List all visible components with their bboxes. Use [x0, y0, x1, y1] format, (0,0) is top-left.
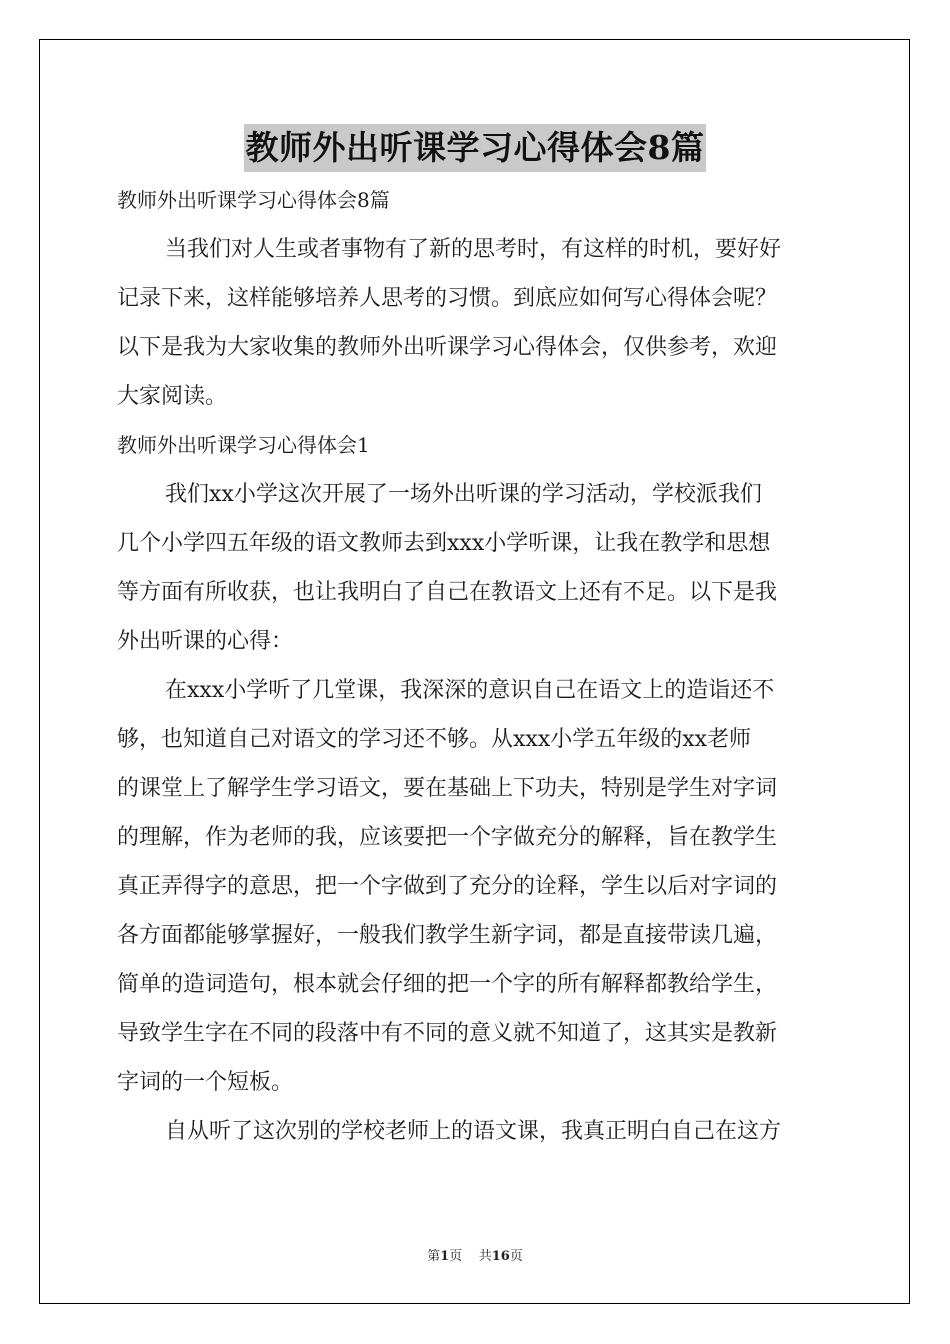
- paragraph-line: 等方面有所收获，也让我明白了自己在教语文上还有不足。以下是我: [117, 580, 778, 605]
- paragraph-line: 以下是我为大家收集的教师外出听课学习心得体会，仅供参考，欢迎: [117, 335, 778, 360]
- body-paragraph-3: [117, 1107, 833, 1156]
- paragraph-line: 字词的一个短板。: [117, 1070, 294, 1095]
- paragraph-line: 几个小学四五年级的语文教师去到xxx小学听课，让我在教学和思想: [117, 531, 771, 556]
- paragraph-line: 够，也知道自己对语文的学习还不够。从xxx小学五年级的xx老师: [117, 727, 752, 752]
- paragraph-line: 的理解，作为老师的我，应该要把一个字做充分的解释，旨在教学生: [117, 825, 778, 850]
- page-total: 16: [491, 1249, 510, 1264]
- page-number: 1: [440, 1249, 450, 1264]
- page-prefix: 第: [427, 1249, 441, 1264]
- paragraph-line: 的课堂上了解学生学习语文，要在基础上下功夫，特别是学生对字词: [117, 776, 778, 801]
- total-suffix: 页: [509, 1249, 523, 1264]
- paragraph-line: 记录下来，这样能够培养人思考的习惯。到底应如何写心得体会呢？: [117, 286, 778, 311]
- section-heading: 教师外出听课学习心得体会1: [117, 433, 370, 457]
- paragraph-line: 各方面都能够掌握好，一般我们教学生新字词，都是直接带读几遍，: [117, 923, 778, 948]
- document-title: 教师外出听课学习心得体会8篇: [244, 124, 707, 172]
- paragraph-line: 导致学生字在不同的段落中有不同的意义就不知道了，这其实是教新: [117, 1021, 778, 1046]
- paragraph-line: 我们xx小学这次开展了一场外出听课的学习活动，学校派我们: [165, 482, 762, 507]
- paragraph-line: 当我们对人生或者事物有了新的思考时，有这样的时机，要好好: [165, 237, 782, 262]
- page-suffix: 页: [449, 1249, 463, 1264]
- total-prefix: 共: [478, 1249, 492, 1264]
- intro-paragraph: [117, 225, 833, 421]
- document-subtitle: 教师外出听课学习心得体会8篇: [117, 188, 390, 212]
- paragraph-line: 在xxx小学听了几堂课，我深深的意识自己在语文上的造诣还不: [165, 678, 775, 703]
- paragraph-line: 外出听课的心得：: [117, 629, 294, 654]
- paragraph-line: 真正弄得字的意思，把一个字做到了充分的诠释，学生以后对字词的: [117, 874, 778, 899]
- page-footer: [0, 1245, 950, 1264]
- body-paragraph-1: [117, 470, 833, 666]
- paragraph-line: 简单的造词造句，根本就会仔细的把一个字的所有解释都教给学生，: [117, 972, 778, 997]
- document-body: [117, 176, 833, 1156]
- paragraph-line: 自从听了这次别的学校老师上的语文课，我真正明白自己在这方: [165, 1119, 782, 1144]
- paragraph-line: 大家阅读。: [117, 384, 228, 409]
- title-container: [0, 124, 950, 172]
- body-paragraph-2: [117, 666, 833, 1107]
